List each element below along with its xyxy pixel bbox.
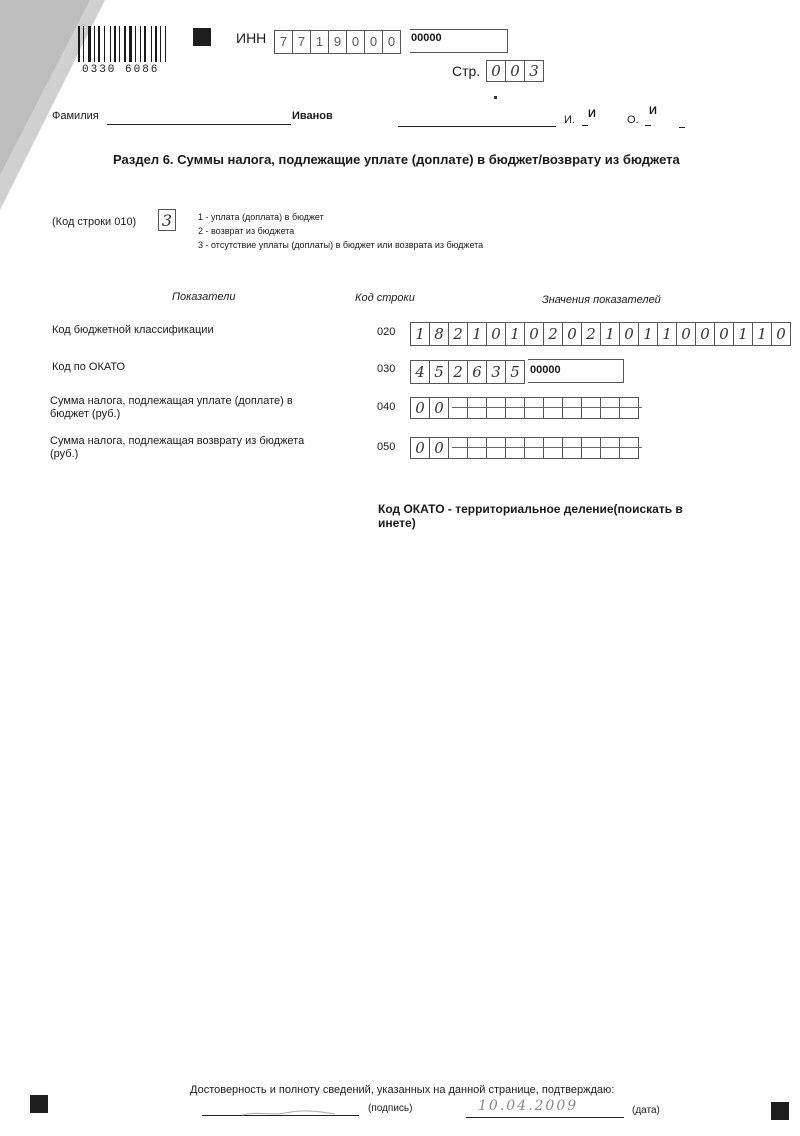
- kbk-digit: 1: [505, 322, 525, 346]
- row-030-cells: [410, 360, 524, 384]
- inn-digit: 0: [382, 30, 401, 54]
- kbk-digit: 2: [448, 322, 468, 346]
- barcode-number: 0330 6086: [82, 64, 160, 76]
- okato-digit: 2: [448, 360, 468, 384]
- tax-refund-empty-cell: [486, 437, 506, 459]
- surname-label: Фамилия: [52, 110, 99, 122]
- tax-payable-empty-cell: [524, 397, 544, 419]
- page-number-digit: 0: [486, 60, 506, 82]
- page-number-digit: 3: [524, 60, 544, 82]
- initial-o-value: И: [649, 104, 679, 124]
- tax-refund-empty-cell: [619, 437, 639, 459]
- kbk-digit: 0: [714, 322, 734, 346]
- okato-digit: 4: [410, 360, 430, 384]
- row-050-label: Сумма налога, подлежащая возврату из бюджета (руб.): [50, 435, 305, 460]
- date-line: [466, 1117, 624, 1118]
- surname-line: [107, 124, 291, 125]
- tax-refund-empty-cell: [448, 437, 468, 459]
- row-030-masked: 00000: [528, 359, 624, 383]
- tax-refund-empty-cell: [600, 437, 620, 459]
- surname-line-end: [398, 126, 556, 127]
- date-value: 10.04.2009: [478, 1098, 579, 1114]
- kbk-digit: 0: [619, 322, 639, 346]
- okato-digit: 3: [486, 360, 506, 384]
- footer-confirm-text: Достоверность и полноту сведений, указанных на данной странице, подтверждаю:: [190, 1084, 615, 1096]
- okato-digit: 6: [467, 360, 487, 384]
- surname-value: Иванов: [292, 108, 396, 128]
- alignment-marker-top: [193, 28, 211, 46]
- tax-payable-digit: 0: [410, 397, 430, 419]
- page-label: Стр.: [452, 63, 481, 79]
- tax-payable-empty-cell: [562, 397, 582, 419]
- empty-cells-dash-line: [452, 447, 642, 448]
- inn-digit: 0: [364, 30, 383, 54]
- inn-cells: [274, 30, 400, 54]
- initial-i-label: И.: [564, 114, 575, 126]
- tax-payable-empty-cell: [486, 397, 506, 419]
- tax-payable-empty-cell: [505, 397, 525, 419]
- tax-payable-empty-cell: [467, 397, 487, 419]
- kbk-digit: 1: [467, 322, 487, 346]
- tax-refund-empty-cell: [543, 437, 563, 459]
- kbk-digit: 2: [543, 322, 563, 346]
- okato-digit: 5: [429, 360, 449, 384]
- row-020-label: Код бюджетной классификации: [52, 324, 214, 336]
- kbk-digit: 1: [600, 322, 620, 346]
- section-title: Раздел 6. Суммы налога, подлежащие уплате (доплате) в бюджет/возврату из бюджета: [113, 152, 680, 167]
- inn-digit: 0: [346, 30, 365, 54]
- inn-digit: 9: [328, 30, 347, 54]
- empty-cells-dash-line: [452, 407, 642, 408]
- row-030-code: 030: [377, 363, 396, 375]
- kbk-digit: 0: [562, 322, 582, 346]
- line010-value: 3: [158, 209, 176, 231]
- alignment-marker-bottom-left: [30, 1095, 48, 1113]
- row-040-label: Сумма налога, подлежащая уплате (доплате) в бюджет (руб.): [50, 395, 293, 420]
- inn-digit: 7: [274, 30, 293, 54]
- kbk-digit: 1: [752, 322, 772, 346]
- row-030-label: Код по ОКАТО: [52, 361, 126, 373]
- line010-option-3: 3 - отсутствие уплаты (доплаты) в бюджет или возврата из бюджета: [198, 240, 484, 250]
- tax-refund-empty-cell: [467, 437, 487, 459]
- inn-digit: 1: [310, 30, 329, 54]
- kbk-digit: 0: [771, 322, 791, 346]
- kbk-digit: 1: [657, 322, 677, 346]
- inn-masked-digits: 00000: [410, 29, 508, 53]
- tax-payable-empty-cell: [619, 397, 639, 419]
- tax-payable-empty-cell: [600, 397, 620, 419]
- header-indicators: Показатели: [172, 291, 236, 303]
- page-number-cells: [486, 60, 543, 82]
- line010-option-1: 1 - уплата (доплата) в бюджет: [198, 212, 324, 222]
- signature-label: (подпись): [368, 1103, 413, 1114]
- initial-o-line-end: [679, 127, 685, 128]
- kbk-digit: 0: [676, 322, 696, 346]
- kbk-digit: 0: [695, 322, 715, 346]
- page-number-digit: 0: [505, 60, 525, 82]
- initial-i-value: И: [588, 106, 620, 126]
- signature-image: [240, 1106, 340, 1118]
- line010-option-2: 2 - возврат из бюджета: [198, 226, 295, 236]
- tax-refund-empty-cell: [562, 437, 582, 459]
- tax-payable-empty-cell: [581, 397, 601, 419]
- row-050-code: 050: [377, 441, 396, 453]
- kbk-digit: 0: [524, 322, 544, 346]
- tax-refund-empty-cell: [524, 437, 544, 459]
- row-020-code: 020: [377, 326, 396, 338]
- row-040-code: 040: [377, 401, 396, 413]
- line010-options: [198, 210, 483, 252]
- tax-payable-digit: 0: [429, 397, 449, 419]
- tax-refund-digit: 0: [429, 437, 449, 459]
- line010-label: (Код строки 010): [52, 216, 137, 228]
- tax-payable-empty-cell: [543, 397, 563, 419]
- tax-refund-empty-cell: [505, 437, 525, 459]
- row-020-cells: [410, 322, 790, 346]
- header-values: Значения показателей: [542, 294, 661, 306]
- row-040-cells: [410, 397, 638, 419]
- initial-o-label: О.: [627, 114, 639, 126]
- kbk-digit: 8: [429, 322, 449, 346]
- kbk-digit: 0: [486, 322, 506, 346]
- kbk-digit: 2: [581, 322, 601, 346]
- kbk-digit: 1: [733, 322, 753, 346]
- header-code: Код строки: [355, 292, 415, 304]
- scan-dot: [494, 96, 497, 99]
- okato-note: Код ОКАТО - территориальное деление(поискать в инете): [378, 502, 702, 588]
- tax-payable-empty-cell: [448, 397, 468, 419]
- date-label: (дата): [632, 1105, 660, 1116]
- kbk-digit: 1: [410, 322, 430, 346]
- inn-digit: 7: [292, 30, 311, 54]
- kbk-digit: 1: [638, 322, 658, 346]
- tax-refund-empty-cell: [581, 437, 601, 459]
- initial-o-line: [645, 125, 651, 126]
- alignment-marker-bottom-right: [771, 1102, 789, 1120]
- okato-digit: 5: [505, 360, 525, 384]
- row-050-cells: [410, 437, 638, 459]
- tax-refund-digit: 0: [410, 437, 430, 459]
- inn-label: ИНН: [236, 30, 267, 46]
